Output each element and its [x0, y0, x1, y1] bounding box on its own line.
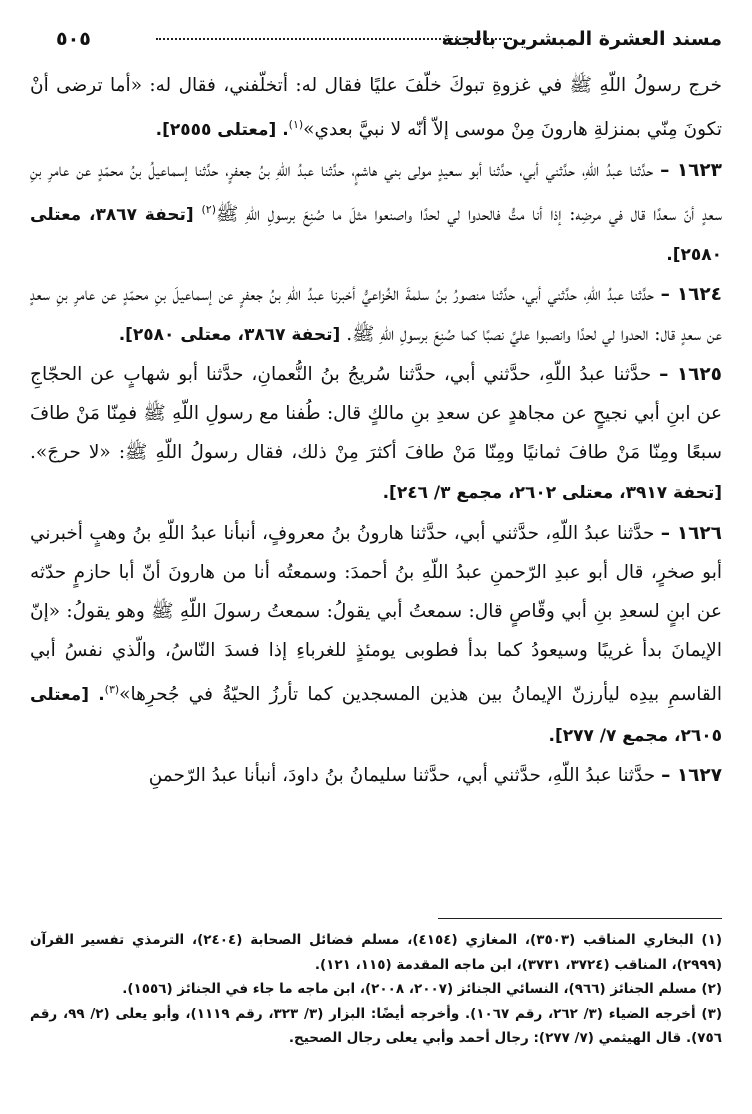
page-header: [56, 24, 722, 60]
running-title: مسند العشرة المبشرين بالجنة: [441, 28, 722, 50]
hadith-number: ١٦٢٣ –: [660, 159, 722, 181]
page-number: ٥٠٥: [56, 28, 91, 50]
footnote-marker: (٢): [201, 202, 217, 216]
hadith-text: حدَّثنا عبدُ اللّهِ، حدَّثني أبي، حدَّثنا منصورُ بنُ سلمةَ الخُزاعيُّ أخبرنا عبدُ اللّهِ بنُ جعفرٍ عن إسماعيلَ بنِ محمّدٍ عن عامرِ بنِ سعدٍ عن سعدٍ قال: الحدوا لي لحدًا وانصبوا عليَّ نصبًا كما صُنِعَ برسولِ اللّهِ ﷺ.: [30, 284, 722, 345]
footnotes: [30, 928, 722, 1051]
footnote-marker: (١): [288, 118, 304, 132]
hadith-1625: [30, 355, 722, 514]
hadith-1624: [30, 275, 722, 354]
footnote-divider: [438, 918, 722, 919]
reference: . [معتلى ٢٥٥٥].: [155, 120, 289, 141]
footnote-2: (٢) مسلم الجنائز (٩٦٦)، النسائي الجنائز (٢٠٠٧، ٢٠٠٨)، ابن ماجه ما جاء في الجنائز (١٥٥٦).: [122, 981, 722, 998]
hadith-number: ١٦٢٤ –: [660, 284, 722, 306]
reference: [تحفة ٣٨٦٧، معتلى ٢٥٨٠].: [30, 204, 722, 266]
main-text: [30, 66, 722, 795]
hadith-continuation: [30, 66, 722, 151]
continuation-text: خرج رسولُ اللّهِ ﷺ في غزوةِ تبوكَ خلّفَ عليًا فقال له: أتخلّفني، فقال له: «أما ترضى أنْ تكونَ مِنّي بمنزلةِ هارونَ مِنْ موسى إلاّ أنّه لا نبيَّ بعدي»: [30, 75, 722, 141]
hadith-text: حدَّثنا عبدُ اللّهِ، حدَّثني أبي، حدَّثنا سليمانُ بنُ داودَ، أنبأنا عبدُ الرّحمنِ: [148, 764, 656, 786]
hadith-text: حدَّثنا عبدُ اللّهِ، حدَّثني أبي، حدَّثنا أبو سعيدٍ مولى بني هاشمٍ، حدَّثنا عبدُ اللّهِ بنُ جعفرٍ، حدَّثنا إسماعيلُ بنُ محمّدٍ عن عامرِ بنِ سعدٍ أنّ سعدًا قال في مرضِه: إذا أنا متُّ فالحدوا لي لحدًا واصنعوا مثلَ ما صُنِعَ برسولِ اللّهِ ﷺ: [30, 159, 722, 225]
hadith-text: حدَّثنا عبدُ اللّهِ، حدَّثني أبي، حدَّثنا سُريجُ بنُ النُّعمانِ، حدَّثنا أبو شهابٍ عن الحجّاجِ عن ابنِ أبي نجيحٍ عن مجاهدٍ عن سعدِ بنِ مالكٍ قال: طُفنا مع رسولِ اللّهِ ﷺ فمِنّا مَنْ طافَ سبعًا ومِنّا مَنْ طافَ ثمانيًا ومِنّا مَنْ طافَ أكثرَ مِنْ ذلك، فقال رسولُ اللّهِ ﷺ: «لا حرجَ».: [30, 363, 722, 464]
hadith-text: حدَّثنا عبدُ اللّهِ، حدَّثني أبي، حدَّثنا هارونُ بنُ معروفٍ، أنبأنا عبدُ اللّهِ بنُ وهبٍ أخبرني أبو صخرٍ، قال أبو عبدِ الرّحمنِ عبدُ اللّهِ بنُ أحمدَ: وسمعتُه أنا من هارونَ أنّ أبا حازمٍ حدّثه عن ابنٍ لسعدِ بنِ أبي وقّاصٍ قال: سمعتُ أبي يقولُ: سمعتُ رسولَ اللّهِ ﷺ وهو يقولُ: «إنّ الإيمانَ بدأ غريبًا وسيعودُ كما بدأ فطوبى يومئذٍ للغرباءِ إذا فسدَ النّاسُ، والّذي نفسُ أبي القاسمِ بيدِه ليأرزنّ الإيمانُ بين هذين المسجدين كما تأرزُ الحيّةُ في جُحرِها»: [30, 522, 722, 706]
hadith-number: ١٦٢٦ –: [660, 522, 722, 544]
hadith-1627: [30, 756, 722, 795]
hadith-1623: [30, 151, 722, 276]
hadith-number: ١٦٢٧ –: [661, 764, 722, 786]
reference: . [معتلى ٢٦٠٥، مجمع ٧/ ٢٧٧].: [30, 685, 722, 746]
hadith-number: ١٦٢٥ –: [659, 363, 722, 385]
header-dotted-leader: [156, 38, 512, 40]
reference: [تحفة ٣٩١٧، معتلى ٢٦٠٢، مجمع ٣/ ٢٤٦].: [382, 483, 722, 504]
footnote-1: (١) البخاري المناقب (٣٥٠٣)، المغازي (٤١٥٤)، مسلم فضائل الصحابة (٢٤٠٤)، الترمذي تفسير القرآن (٢٩٩٩)، المناقب (٣٧٢٤، ٣٧٣١)، ابن ماجه المقدمة (١١٥، ١٢١).: [30, 932, 722, 973]
hadith-1626: [30, 514, 722, 756]
reference: [تحفة ٣٨٦٧، معتلى ٢٥٨٠].: [118, 324, 347, 345]
footnote-3: (٣) أخرجه الضياء (٣/ ٢٦٢، رقم ١٠٦٧). وأخرجه أيضًا: البزار (٣/ ٣٢٣، رقم ١١١٩)، وأبو يعلى (٢/ ٩٩، رقم ٧٥٦). قال الهيثمي (٧/ ٢٧٧): رجال أحمد وأبي يعلى رجال الصحيح.: [30, 1005, 722, 1047]
footnote-marker: (٣): [104, 683, 120, 697]
